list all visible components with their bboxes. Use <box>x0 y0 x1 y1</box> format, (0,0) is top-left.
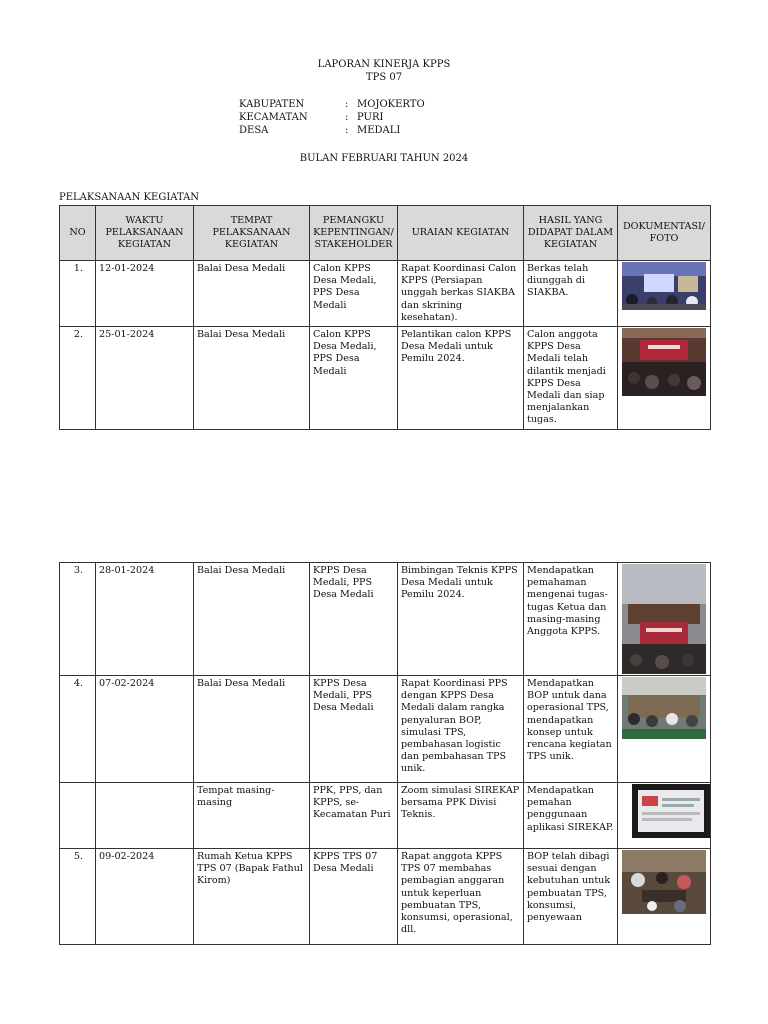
photo-coordination <box>622 677 706 739</box>
table-row <box>60 327 711 430</box>
cell-foto <box>618 261 711 327</box>
cell-tempat: Rumah Ketua KPPS TPS 07 (Bapak Fathul Kirom) <box>194 849 310 945</box>
cell-foto <box>618 849 711 945</box>
cell-uraian: Rapat Koordinasi PPS dengan KPPS Desa Medali dalam rangka penyaluran BOP, simulasi TPS, pembahasan logistic dan pembahasan TPS unik. <box>398 676 524 783</box>
cell-foto <box>618 563 711 676</box>
header-no: NO <box>60 206 96 261</box>
cell-stakeholder: Calon KPPS Desa Medali, PPS Desa Medali <box>310 261 398 327</box>
cell-waktu: 25-01-2024 <box>96 327 194 430</box>
activity-table-part-1 <box>59 205 711 430</box>
table-row <box>60 849 711 945</box>
cell-tempat: Balai Desa Medali <box>194 261 310 327</box>
cell-waktu: 28-01-2024 <box>96 563 194 676</box>
cell-no: 5. <box>60 849 96 945</box>
header-waktu: WAKTU PELAKSANAAN KEGIATAN <box>96 206 194 261</box>
cell-tempat: Balai Desa Medali <box>194 563 310 676</box>
cell-waktu: 07-02-2024 <box>96 676 194 783</box>
cell-stakeholder: KPPS Desa Medali, PPS Desa Medali <box>310 563 398 676</box>
header-tempat: TEMPAT PELAKSANAAN KEGIATAN <box>194 206 310 261</box>
cell-foto <box>618 676 711 783</box>
report-subtitle: TPS 07 <box>365 72 403 83</box>
section-label: PELAKSANAAN KEGIATAN <box>59 192 200 203</box>
cell-uraian: Rapat Koordinasi Calon KPPS (Persiapan unggah berkas SIAKBA dan skrining kesehatan). <box>398 261 524 327</box>
table-row <box>60 563 711 676</box>
cell-uraian: Zoom simulasi SIREKAP bersama PPK Divisi Teknis. <box>398 783 524 849</box>
table-row <box>60 676 711 783</box>
cell-foto <box>618 783 711 849</box>
cell-foto <box>618 327 711 430</box>
cell-tempat: Tempat masing-masing <box>194 783 310 849</box>
cell-uraian: Bimbingan Teknis KPPS Desa Medali untuk Pemilu 2024. <box>398 563 524 676</box>
cell-stakeholder: PPK, PPS, dan KPPS, se-Kecamatan Puri <box>310 783 398 849</box>
table-row <box>60 261 711 327</box>
report-title: LAPORAN KINERJA KPPS <box>317 59 451 70</box>
photo-meeting-hall <box>622 262 706 310</box>
cell-waktu: 12-01-2024 <box>96 261 194 327</box>
photo-inauguration <box>622 328 706 396</box>
cell-no: 2. <box>60 327 96 430</box>
cell-no: 1. <box>60 261 96 327</box>
photo-technical-guidance <box>622 564 706 674</box>
cell-tempat: Balai Desa Medali <box>194 327 310 430</box>
cell-uraian: Rapat anggota KPPS TPS 07 membahas pembagian anggaran untuk keperluan pembuatan TPS, konsumsi, operasional, dll. <box>398 849 524 945</box>
cell-hasil: Calon anggota KPPS Desa Medali telah dilantik menjadi KPPS Desa Medali dan siap menjalankan tugas. <box>524 327 618 430</box>
cell-hasil: Mendapatkan pemahaman mengenai tugas-tugas Ketua dan masing-masing Anggota KPPS. <box>524 563 618 676</box>
cell-stakeholder: KPPS Desa Medali, PPS Desa Medali <box>310 676 398 783</box>
table-row <box>60 783 711 849</box>
cell-hasil: Mendapatkan pemahan penggunaan aplikasi SIREKAP. <box>524 783 618 849</box>
meta-colon: : <box>345 125 349 136</box>
header-uraian: URAIAN KEGIATAN <box>398 206 524 261</box>
photo-member-meeting <box>622 850 706 914</box>
cell-hasil: Mendapatkan BOP untuk dana operasional TPS, mendapatkan konsep untuk rencana kegiatan TPS unik. <box>524 676 618 783</box>
cell-stakeholder: KPPS TPS 07 Desa Medali <box>310 849 398 945</box>
cell-no <box>60 783 96 849</box>
cell-tempat: Balai Desa Medali <box>194 676 310 783</box>
meta-value: PURI <box>357 112 384 123</box>
meta-label: KECAMATAN <box>239 112 308 123</box>
cell-no: 4. <box>60 676 96 783</box>
activity-table-part-2 <box>59 562 711 945</box>
header-stakeholder: PEMANGKU KEPENTINGAN/ STAKEHOLDER <box>310 206 398 261</box>
meta-colon: : <box>345 99 349 110</box>
cell-waktu: 09-02-2024 <box>96 849 194 945</box>
cell-no: 3. <box>60 563 96 676</box>
cell-hasil: Berkas telah diunggah di SIAKBA. <box>524 261 618 327</box>
report-period: BULAN FEBRUARI TAHUN 2024 <box>299 153 469 164</box>
meta-label: KABUPATEN <box>239 99 305 110</box>
cell-stakeholder: Calon KPPS Desa Medali, PPS Desa Medali <box>310 327 398 430</box>
cell-hasil: BOP telah dibagi sesuai dengan kebutuhan untuk pembuatan TPS, konsumsi, penyewaan <box>524 849 618 945</box>
header-foto: DOKUMENTASI/ FOTO <box>618 206 711 261</box>
header-hasil: HASIL YANG DIDAPAT DALAM KEGIATAN <box>524 206 618 261</box>
meta-value: MEDALI <box>357 125 401 136</box>
meta-label: DESA <box>239 125 269 136</box>
cell-waktu <box>96 783 194 849</box>
meta-colon: : <box>345 112 349 123</box>
meta-value: MOJOKERTO <box>357 99 425 110</box>
photo-zoom-screen <box>632 784 710 838</box>
cell-uraian: Pelantikan calon KPPS Desa Medali untuk Pemilu 2024. <box>398 327 524 430</box>
table-header-row <box>60 206 711 261</box>
